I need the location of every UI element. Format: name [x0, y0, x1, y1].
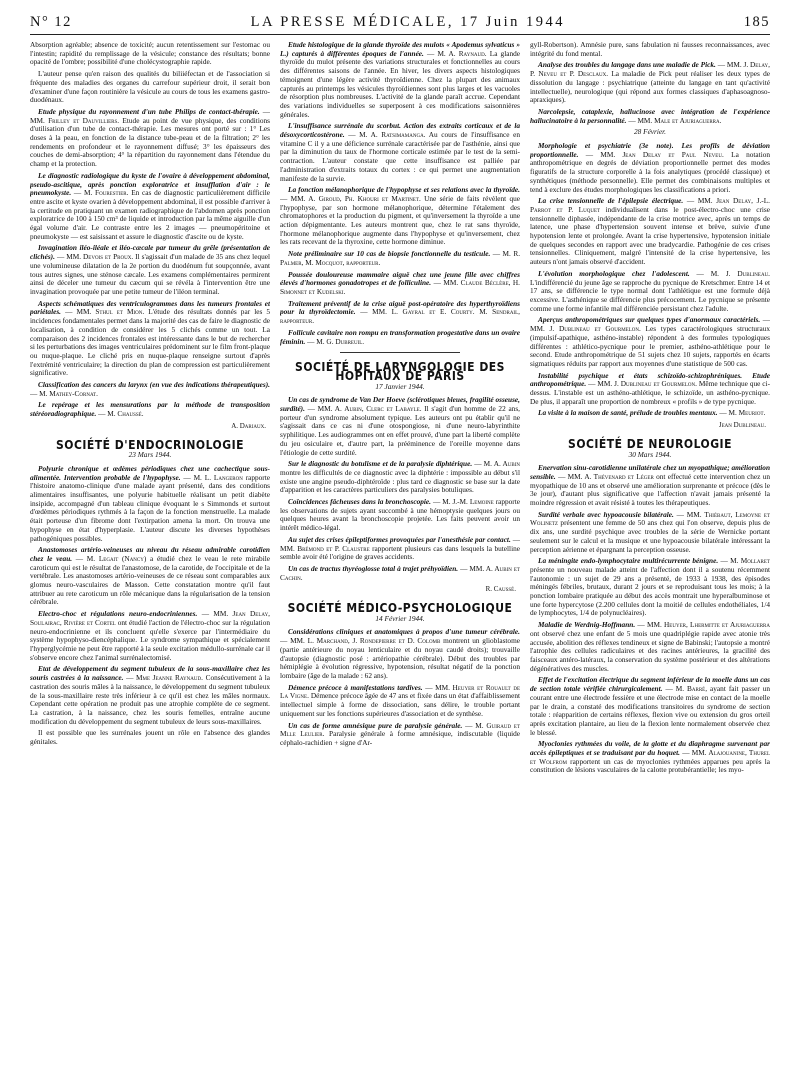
abstract-authors: — M. Mollaret — [720, 556, 770, 566]
page-number: 185 — [743, 14, 770, 30]
abstract — [30, 172, 270, 242]
paragraph: Il est possible que les surrénales jouent un rôle en l'absence des glandes génitales. — [30, 728, 270, 747]
section-heading: SOCIÉTÉ D'ENDOCRINOLOGIE — [56, 437, 244, 452]
abstract-title: Polyurie chronique et œdèmes périodiques chez une cachectique sous-alimentée. Intervention probable de l'hypophyse. — [30, 463, 270, 482]
signature: R. Caussé. — [485, 585, 516, 594]
abstract-authors: — MM. Brémond et P. Claustre — [280, 534, 520, 553]
abstract-authors: — MM. Thiébaut, Lemoyne et Wolinetz — [530, 509, 770, 528]
column-1 — [30, 41, 270, 1071]
section-date: 17 Janvier 1944. — [375, 381, 425, 391]
abstract-title: Maladie de Werdnig-Hoffmann. — [538, 620, 636, 630]
abstract-authors: — MM. A. Aubin, Clerc et Labayle. — [307, 404, 422, 414]
section-date: 23 Mars 1944. — [128, 450, 172, 460]
abstract-body: Même technique que ci-dessus. L'instable est un asthéno-athlétique, le schizoïde, un asthéno-pycnique. De plus, il apparaît une proportion de nombreux « profils » de type pycnique. — [530, 379, 770, 406]
abstract-title: Un cas de tractus thyréoglosse total à trajet préhyoïdien. — [288, 563, 459, 573]
masthead — [30, 14, 770, 35]
abstract — [280, 460, 520, 495]
abstract-title: Narcolepsie, cataplexie, hallucinose avec intégration de l'expérience hallucinatoire à la personnalité. — [530, 106, 770, 125]
abstract — [280, 498, 520, 533]
paragraph: L'auteur pense qu'en raison des qualités du biliiéfectan et de l'association si fréquente des maladies des organes du carrefour supérieur droit, il serait bon d'examiner d'une façon routinière la vésicule au cours de tous les examens gastro-duodénaux. — [30, 69, 270, 105]
abstract-title: Anastomoses artério-veineuses au niveau du réseau admirable carotidien chez le veau. — [30, 545, 270, 563]
abstract-body: ont observé chez une enfant de 5 mois une quadriplégie rapide avec atonie très accusée, abolition des réflexes tendineux et signe de Babinski; l'autopsie a montré l'atrophie des cellules radiculaires et des racines antérieures, la gracilité des faisceaux antéro-latéraux, la conservation du système postérieur et des altérations dégénératives des muscles. — [530, 628, 770, 673]
abstract-title: Analyse des troubles du langage dans une maladie de Pick. — [538, 60, 716, 70]
abstract-authors: — M. Mathey-Cornat. — [30, 388, 98, 398]
abstract-title: Un cas de forme amnésique pure de paralysie générale. — [288, 720, 463, 730]
abstract-body: rapportent plusieurs cas dans lesquels la butelline semble avoir été l'origine de graves accidents. — [280, 543, 520, 562]
abstract-body: présente un nouveau malade atteint de l'affection dont il a soutenu récemment l'autonomie : un sujet de 29 ans a présenté, de 1933 à 1938, des épisodes méningés fébriles, brutaux, durant 2 jours et se reproduisant tous les mois; à la ponction lombaire pratiquée au début des accès montrait une hyperalbuminose et une forte hypercytose (2.200 cellules dont la moitié de cellules endothéliales, 1/4 de lymphocytes, 1/4 de polynucléaires). — [530, 564, 770, 618]
abstract-title: Etude physique du rayonnement d'un tube Philips de contact-thérapie. — [38, 106, 260, 116]
abstract-authors: — M. A. Raynaud. — [427, 48, 487, 58]
abstract-authors: — MM. A. Giroud, Ph. Khouri et Martinet. — [280, 193, 421, 203]
abstract-authors: — M. J.-M. Lemoine — [432, 497, 494, 507]
section-date: 30 Mars 1944. — [628, 449, 672, 459]
abstract-title: Aperçus anthropométriques sur quelques types d'anormaux caractériels. — [538, 315, 761, 325]
abstract-title: Note préliminaire sur 10 cas de biopsie fonctionnelle du testicule. — [288, 249, 491, 259]
abstract-body: La glande thyroïde du mulot présente des variations structurales et fonctionnelles au cours des différentes saisons de l'année. En hiver, les divers aspects histologiques témoignent d'une légère activité thyroïdienne. Chez la plupart des animaux capturés au printemps les vésicules thyroïdiennes sont plus larges et les vacuoles de résorption plus nombreuses. L'activité de la glande paraît accrue. Cependant des variations individuelles se superposent à ces modifications saisonnières générales. — [280, 48, 520, 119]
abstract-authors: — MM. A. Aubin et Cachin. — [280, 563, 520, 582]
abstract-title: Etat de développement du segment tubuleux de la sous-maxillaire chez les souris castrées à la naissance. — [30, 664, 270, 683]
abstract — [30, 546, 270, 607]
abstract-authors: — MM. L. Gayral et E. Courty. M. Sendrail, rapporteur. — [280, 307, 520, 326]
abstract-body: rapporte les observations de sujets ayant succombé à une hémoptysie quelques jours ou quelques heures avant la bronchoscopie projetée. Les faits peuvent avoir un intérêt médico-légal. — [280, 497, 520, 533]
abstract-authors: — MM. Alajouanine, Thurel et Wolfrom — [530, 748, 770, 766]
abstract-title: Electro-choc et régulations neuro-endocriniennes. — [38, 609, 198, 619]
abstract-body: montre les difficultés de ce diagnostic avec la diphtérie : impossible au début s'il existe une angine pseudo-diphtéroïde : plus tard ce diagnostic se base sur la date d'apparition et les caractères particuliers des paralysies botuliques. — [280, 467, 520, 495]
abstract-title: Surdité verbale avec hypoacousie bilatérale. — [538, 509, 674, 519]
abstract-authors: — M. G. Dubreuil. — [307, 336, 365, 346]
abstract — [280, 396, 520, 457]
abstract — [530, 61, 770, 105]
abstract — [530, 511, 770, 555]
column-2 — [280, 41, 520, 1071]
abstract-body: Paralysie générale à forme amnésique, indiscutable (liquide céphalo-rachidien + signe d'Ar- — [280, 729, 520, 747]
abstract-body: ont effectué cette intervention chez un myopathique de 10 ans et observé une amélioration surprenante et précoce (dès le 3e jour), d'autant plus significative que l'affection n'avait jamais présenté la moindre régression et avait résisté à toutes les thérapeutiques. — [530, 471, 770, 508]
abstract-body: montrent un glioblastome (partie antérieure du noyau lenticulaire et du noyau caudé droits); trouvaille d'autopsie (diagnostic posé : artériopathie cérébrale). Début des troubles par hémiplégie à évolution régressive, hypotension, résultat négatif de la ponction lombaire (âge de la malade : 62 ans). — [280, 636, 520, 680]
abstract-body: rapportent un cas de myoclonies rythmées apparues peu après la constitution de lésions vasculaires de la calotte protubérantielle; les myo- — [530, 756, 770, 775]
abstract-authors: — MM. Jean Delay, J.-L. Parrot et P. Luquet — [530, 196, 770, 214]
abstract — [30, 108, 270, 169]
abstract — [30, 244, 270, 296]
abstract-authors: — MM. L. Marchand, J. Rondepierre et D. Colomb — [280, 636, 441, 646]
abstract-authors: — M. Guiraud et Mlle Leulier. — [280, 720, 520, 739]
abstract — [530, 740, 770, 775]
abstract — [530, 464, 770, 508]
abstract-title: Invagination iléo-iléale et iléo-cæcale par tumeur du grêle (présentation de clichés). — [30, 243, 270, 262]
abstract-authors: — MM. Jean Delay et Paul Neveu. — [585, 149, 724, 159]
abstract — [30, 300, 270, 378]
section-heading: SOCIÉTÉ DE NEUROLOGIE — [568, 436, 732, 451]
abstract-body: ayant fait passer un courant entre une électrode fessière et une électrode mise en contact de la moelle par le drain, a constaté des modifications transitoires du syndrome de section totale : réapparition de certains réflexes, flexion vive ou extension du gros orteil après excitation plantaire, au lieu de la flexion lente normalement observée chez le blessé. — [530, 684, 770, 737]
abstract — [280, 41, 520, 119]
abstract-body: La maladie de Pick peut réaliser les deux types de dissolution du langage : psychiatrique (atteinte du langage en tant qu'activité intellectuelle), neurologique (qui répond aux formes classiques d'aphasoagnoso-apraxiques). — [530, 69, 770, 105]
abstract — [280, 329, 520, 346]
abstract-title: La méningite endo-lymphocytaire multirécurrente bénigne. — [538, 556, 719, 566]
abstract-title: Un cas de syndrome de Van Der Hoeve (sclérotiques bleues, fragilité osseuse, surdité). — [280, 395, 520, 414]
abstract — [530, 557, 770, 618]
abstract-authors: — MM. Heuyer et Rouault de La Vigne. — [280, 682, 520, 701]
abstract-title: Le repérage et les mensurations par la méthode de transposition stéréoradiographique. — [30, 400, 270, 419]
abstract-title: La fonction mélanophorique de l'hypophyse et ses relations avec la thyroïde. — [288, 185, 520, 195]
abstract — [280, 722, 520, 748]
abstract — [530, 621, 770, 673]
abstract-body: Les types caractérologiques structuraux (impulsif-apathique, asthéno-instable) répondent à des formules typologiques différentes : athlético-pycnique pour le premier, asthéno-athlétique pour le second. Etude anthropométrique de 51 sujets chez 10 sujets, rapportés en écarts sigmatiques réduits par rapport aux moyennes d'une statistique de 500 cas. — [530, 324, 770, 368]
abstract — [280, 250, 520, 267]
abstract — [30, 610, 270, 662]
abstract — [280, 186, 520, 247]
abstract-authors: — M. A. Aubin — [474, 459, 520, 469]
abstract-authors: — MM. Claude Béclère, H. Simonnet et Kudelski. — [280, 278, 520, 296]
journal-title: LA PRESSE MÉDICALE, 17 Juin 1944 — [250, 14, 566, 30]
paragraph: gyll-Robertson). Amnésie pure, sans fabulation ni fausses reconnaissances, avec intégrité du fond mental. — [530, 41, 770, 58]
abstract-title: Au sujet des crises épileptiformes provoquées par l'anesthésie par contact. — [288, 534, 511, 544]
abstract-body: Démence précoce âgée de 47 ans et fixée dans un état d'affaiblissement intellectuel simple à forme de dissociation, sans délire, le trouble portant uniquement sur les fonctions supérieures d'association et de synthèse. — [280, 691, 520, 718]
abstract-body: ont étudié l'action de l'électro-choc sur la régulation neuro-endocrinienne et ils concluent qu'elle s'exerce par l'intermédiaire du système hypophyso-diencéphalique. Le syndrome sympathique et spécialement l'hyperglycémie ne peut être rapporté à la seule excitation médullo-surrénale car il s'observe encore chez l'animal surrénalectomisé. — [30, 617, 270, 662]
section-date: 28 Février. — [633, 127, 667, 137]
abstract — [530, 270, 770, 314]
abstract-title: Poussée douloureuse mammaire aiguë chez une jeune fille avec chiffres élevés d'hormones gonadotropes et de folliculine. — [280, 269, 520, 288]
divider — [340, 352, 460, 353]
abstract — [280, 684, 520, 719]
abstract — [280, 565, 520, 582]
abstract-body: Il s'agissait d'un malade de 35 ans chez lequel une volumineuse dilatation de la 2e portion du duodénum fut soupçonnée, avant tous autres signes, une sténose cæcale. Les examens complémentaires permirent ainsi de déceler une tumeur du cæcum qui se révéla à l'intervention être une invagination provoquée par une petite tumeur de l'iléon terminal. — [30, 252, 270, 296]
abstract — [280, 536, 520, 562]
abstract — [280, 628, 520, 680]
abstract — [530, 372, 770, 407]
abstract-title: Myoclonies rythmées du voile, de la glotte et du diaphragme survenant par accès épileptiques et se traduisant par du hoquet. — [530, 739, 770, 758]
abstract-authors: — M. Meuriot. — [719, 408, 766, 418]
abstract-body: Au cours de l'insuffisance en vitamine C il y a une déficience surrénale caractérisée par de l'asthénie, ainsi que par la diminution du taux de l'hormone corticale estimée par le test de la semi-contraction. L'auteur constate que cette insuffisance est palliée par l'administration d'extraits totaux du cortex : ce qui permet une augmentation manifeste de la survie. — [280, 130, 520, 183]
section-heading: SOCIÉTÉ MÉDICO-PSYCHOLOGIQUE — [287, 601, 513, 616]
abstract — [530, 409, 770, 418]
abstract-authors: — MM. J. Dublineau et Gourmelon. — [588, 379, 697, 389]
abstract-authors: — MM. Male et Ajuriaguerra. — [628, 115, 722, 125]
abstract-authors: — M. J. Dublineau. — [696, 268, 770, 278]
section-heading: SOCIÉTÉ DE LARYNGOLOGIE DES HOPITAUX DE PARIS — [295, 360, 505, 383]
abstract-body: rapporte l'histoire anatomo-clinique d'une malade ayant présenté, dans des conditions alimentaires insuffisantes, une polyurie habituelle réalisant un petit diabète insipide, accompagné d'un tableau clinique évoquant le s Simmonds et surtout d'œdèmes périodiques rythmés à la façon de la fonction menstruelle. La malade était porteuse d'un fibrome dont l'extirpation amena la mort. On trouva une hypophyse en état d'hyperplasie. L'auteur discute les diverses hypothèses pathogéniques possibles. — [30, 472, 270, 543]
abstract-authors: — Mme Jeanne Raynaud. — [126, 673, 203, 683]
abstract-title: Etude histologique de la glande thyroïde des mulots « Apodemus sylvaticus » L.) capturés à différentes époques de l'année. — [280, 41, 520, 58]
abstract — [530, 316, 770, 368]
abstract — [530, 142, 770, 194]
abstract-body: Consécutivement à la castration des souris mâles à la naissance, le développement du segment tubuleux de la sous-maxillaire reste très inférieur à ce qu'il est chez les mâles normaux. Cependant cette opération ne produit pas une atrophie complète de ce segment. La castration, à la naissance, chez les souris femelles, entraîne aucune modification du développement du segment tubuleux de leurs sous-maxillaires. — [30, 673, 270, 726]
abstract-authors: — M. L. Langeron — [183, 472, 243, 482]
paragraph: Absorption agréable; absence de toxicité; aucun retentissement sur l'estomac ou l'intestin; rapidité du remplissage de la vésicule; constance des résultats; bonne opacité de l'ombre; possibilité d'une cholécystographie rapide. — [30, 41, 270, 67]
signature: Jean Dublineau. — [718, 421, 766, 430]
abstract-title: La visite à la maison de santé, prélude de troubles mentaux. — [538, 408, 718, 418]
abstract-body: individualisent dans le post-électro-choc une crise tensionnelle diphasée, indépendante de la crise motrice avec, après un temps de latence, une phase d'hypertension souvent intense et brève, suivie d'une hypotension lente et prolongée. Avant la crise hypertensive, hypotension initiale de quelques secondes en rapport avec une bradycardie. Pathogénie de ces crises tensionnelles. Cliniquement, malgré l'intensité de la crise hypertensive, les auteurs n'ont jamais observé d'accident. — [530, 204, 770, 267]
abstract — [530, 676, 770, 737]
abstract-authors: — M. Fourestier. — [73, 188, 129, 198]
abstract-authors: — MM. Frilley et Dauvilliers. — [30, 106, 270, 125]
abstract-body: Il s'agit d'un homme de 22 ans, porteur d'un syndrome absolument typique. Les auteurs ont pu établir qu'il ne s'agissait dans ce cas ni d'une otospongiose, ni d'une neuro-labyrinthite syphilitique. Les audiogrammes ont en effet prouvé, d'une part la liberté complète du jeu osiculaire et, d'autre part, la prééminence de l'oreille moyenne dans l'étiologie de cette surdité. — [280, 404, 520, 457]
abstract-title: Morphologie et psychiatrie (3e note). Les profils de déviation proportionnelle. — [530, 141, 770, 159]
abstract-authors: — MM. A. Thévenard et Léger — [558, 471, 654, 481]
abstract-title: Effet de l'excitation électrique du segment inférieur de la moelle dans un cas de section totale vérifiée chirurgicalement. — [530, 675, 770, 694]
signature: A. Dariaux. — [231, 421, 266, 430]
abstract-title: Sur le diagnostic du botulisme et de la paralysie diphtérique. — [288, 459, 473, 469]
abstract-authors: — M. Barré, — [665, 684, 708, 694]
abstract — [280, 271, 520, 297]
abstract-authors: — M. R. Palmer, M. Mocquot, rapporteur. — [280, 249, 520, 267]
abstract-title: Classification des cancers du larynx (en vue des indications thérapeutiques). — [38, 380, 270, 390]
abstract-authors: — MM. J. Delay, P. Neveu et P. Desclaux. — [530, 60, 770, 79]
abstract — [280, 122, 520, 183]
abstract-body: Une série de faits révèlent que l'hypophyse, par son hormone mélanophorique, détermine l'étalement des chromatophores et la production du pigment, et qu'inversement la thyroïde a une action dépigmentante. Les auteurs montrent que, chez le rat sans thyroïde, l'hormone mélanophorique augmente dans l'hypophyse et qu'inversement, chez les rats recevant de la thyroxine, cette hormone diminue. — [280, 193, 520, 247]
abstract — [30, 381, 270, 398]
abstract — [530, 108, 770, 125]
abstract-body: a étudié chez le veau le rete mirabile caroticum qui est le résultat de l'anastomose, de la carotide, de l'occipitale et de la vertébrale. Les anastomoses artério-veineuses de ce réseau sont comparables aux glomus neuro-vasculaires de Masson. Cette constatation montre qu'il faut attribuer au rete caroticum un rôle mécanique dans la régularisation de la tension cérébrale. — [30, 553, 270, 607]
abstract-title: Traitement préventif de la crise aiguë post-opératoire des hyperthyroïdiens pour la thyroïdectomie. — [280, 298, 520, 317]
abstract-title: Coïncidences fâcheuses dans la bronchoscopie. — [288, 497, 431, 507]
abstract — [30, 465, 270, 543]
abstract-title: Follicule cavitaire non rompu en transformation progestative dans un ovaire féminin. — [280, 327, 520, 346]
abstract-body: En cas de diagnostic particulièrement difficile entre ascite et kyste ovarien à développement abdominal, il est possible d'arriver à la certitude en pratiquant un examen radiographique de l'abdomen après ponction exploratrice de 100 à 150 cm³ de liquide et introduction par la même aiguille d'un égal volume d'air. Le contraste entre les 2 images — pneumopéritoine et pneumokyste — est saisissant et assure le diagnostic d'ascite ou de kyste. — [30, 188, 270, 241]
abstract-authors: — M. Chaussé. — [98, 409, 144, 419]
abstract-title: Instabilité psychique et états schizoïdo-schizophréniques. Etude anthropométrique. — [530, 370, 770, 389]
abstract-title: Considérations cliniques et anatomiques à propos d'une tumeur cérébrale. — [288, 627, 520, 637]
abstract — [30, 401, 270, 418]
abstract-authors: — MM. Heuyer, Lhermitte et Ajuriaguerra — [637, 620, 770, 630]
abstract-authors: — MM. Devois et Proux. — [56, 252, 134, 262]
abstract — [280, 300, 520, 326]
abstract-title: L'évolution morphologique chez l'adolescent. — [538, 268, 690, 278]
abstract-body: L'indifférencié du jeune âge se rapproche du pycnique de Kretschmer. Entre 14 et 17 ans, se différencie le type normal dont l'athlétique est une formule déjà excessive. L'asthénique se différencie plus précocement. Le pycnique se présente comme une forme infantile mal différenciée persistant chez l'adulte. — [530, 277, 770, 313]
column-3 — [530, 41, 770, 1071]
abstract-title: Le diagnostic radiologique du kyste de l'ovaire à développement abdominal, pseudo-ascitique, après ponction exploratrice et insufflation d'air : le pneumokyste. — [30, 170, 270, 198]
abstract-title: L'insuffisance surrénale du scorbut. Action des extraits corticaux et de la désoxycorticostérone. — [280, 121, 520, 140]
abstract-authors: — M. A. Ratsimamanga. — [348, 130, 426, 140]
issue-number: N° 12 — [30, 14, 72, 30]
abstract-title: Enervation sinu-carotidienne unilatérale chez un myopathique; amélioration sensible. — [530, 463, 770, 481]
abstract — [30, 665, 270, 726]
abstract-authors: — MM. J. Dublineau et Gourmelon. — [530, 315, 770, 334]
abstract-body: Etude au point de vue physique, des conditions d'utilisation d'un tube de contact-thérapie. Les mesures ont porté sur : 1° Les doses à la peau, en fonction de la distance tube-peau et de la filtration; 2° les rendements en profondeur et le rayonnement diffusé; 3° les épaisseurs des couches de demi-absorption; 4° la répartition du rayonnement dans l'étendue du champ et la protection. — [30, 115, 270, 169]
abstract-authors: — MM. Jean Delay, Soulairac, Rivière et Cortel — [30, 609, 270, 627]
abstract-title: Aspects schématiques des ventriculogrammes dans les tumeurs frontales et pariétales. — [30, 298, 270, 317]
abstract-body: présentent une femme de 50 ans chez qui l'on observe, depuis plus de dix ans, une surdité psychique avec troubles de la série de Wernicke portant seulement sur le calcul et la musique et une hypoacousie bilatérale intéressant la perception aérienne et épargnant la perception osseuse. — [530, 518, 770, 554]
section-date: 14 Février 1944. — [375, 613, 425, 623]
abstract-authors: — M. Legait (Nancy) — [75, 553, 147, 563]
abstract-title: Démence précoce à manifestations tardives. — [288, 682, 423, 692]
abstract-body: L'étude des résultats donnés par les 5 incidences fondamentales permet dans la majorité des cas de faire le diagnostic de localisation, à condition de considérer les 5 clichés comme un tout. La comparaison des 2 incidences frontales est intéressante dans le but de rechercher si les perturbations des images ventriculaires prédominent sur le film front-plaque ou nuque-plaque. Le cliché pris en nuque-plaque renseigne surtout d'après l'extrémité ventriculaire; la direction du plan de compression est particulièrement significative. — [30, 307, 270, 378]
abstract-title: La crise tensionnelle de l'épilepsie électrique. — [538, 196, 684, 206]
abstract-authors: — MM. Sthul et Mion. — [65, 307, 145, 317]
abstract — [530, 197, 770, 267]
abstract-body: La notation anthropométrique en degrés de déviation proportionnelle permet des modes figuratifs de la structure corporelle à la fois analytiques (procédé classique) et synthétiques (méthode personnelle). Elle permet des combinaisons multiples et tend à exclure des études morphologiques les classifications a priori. — [530, 149, 770, 194]
